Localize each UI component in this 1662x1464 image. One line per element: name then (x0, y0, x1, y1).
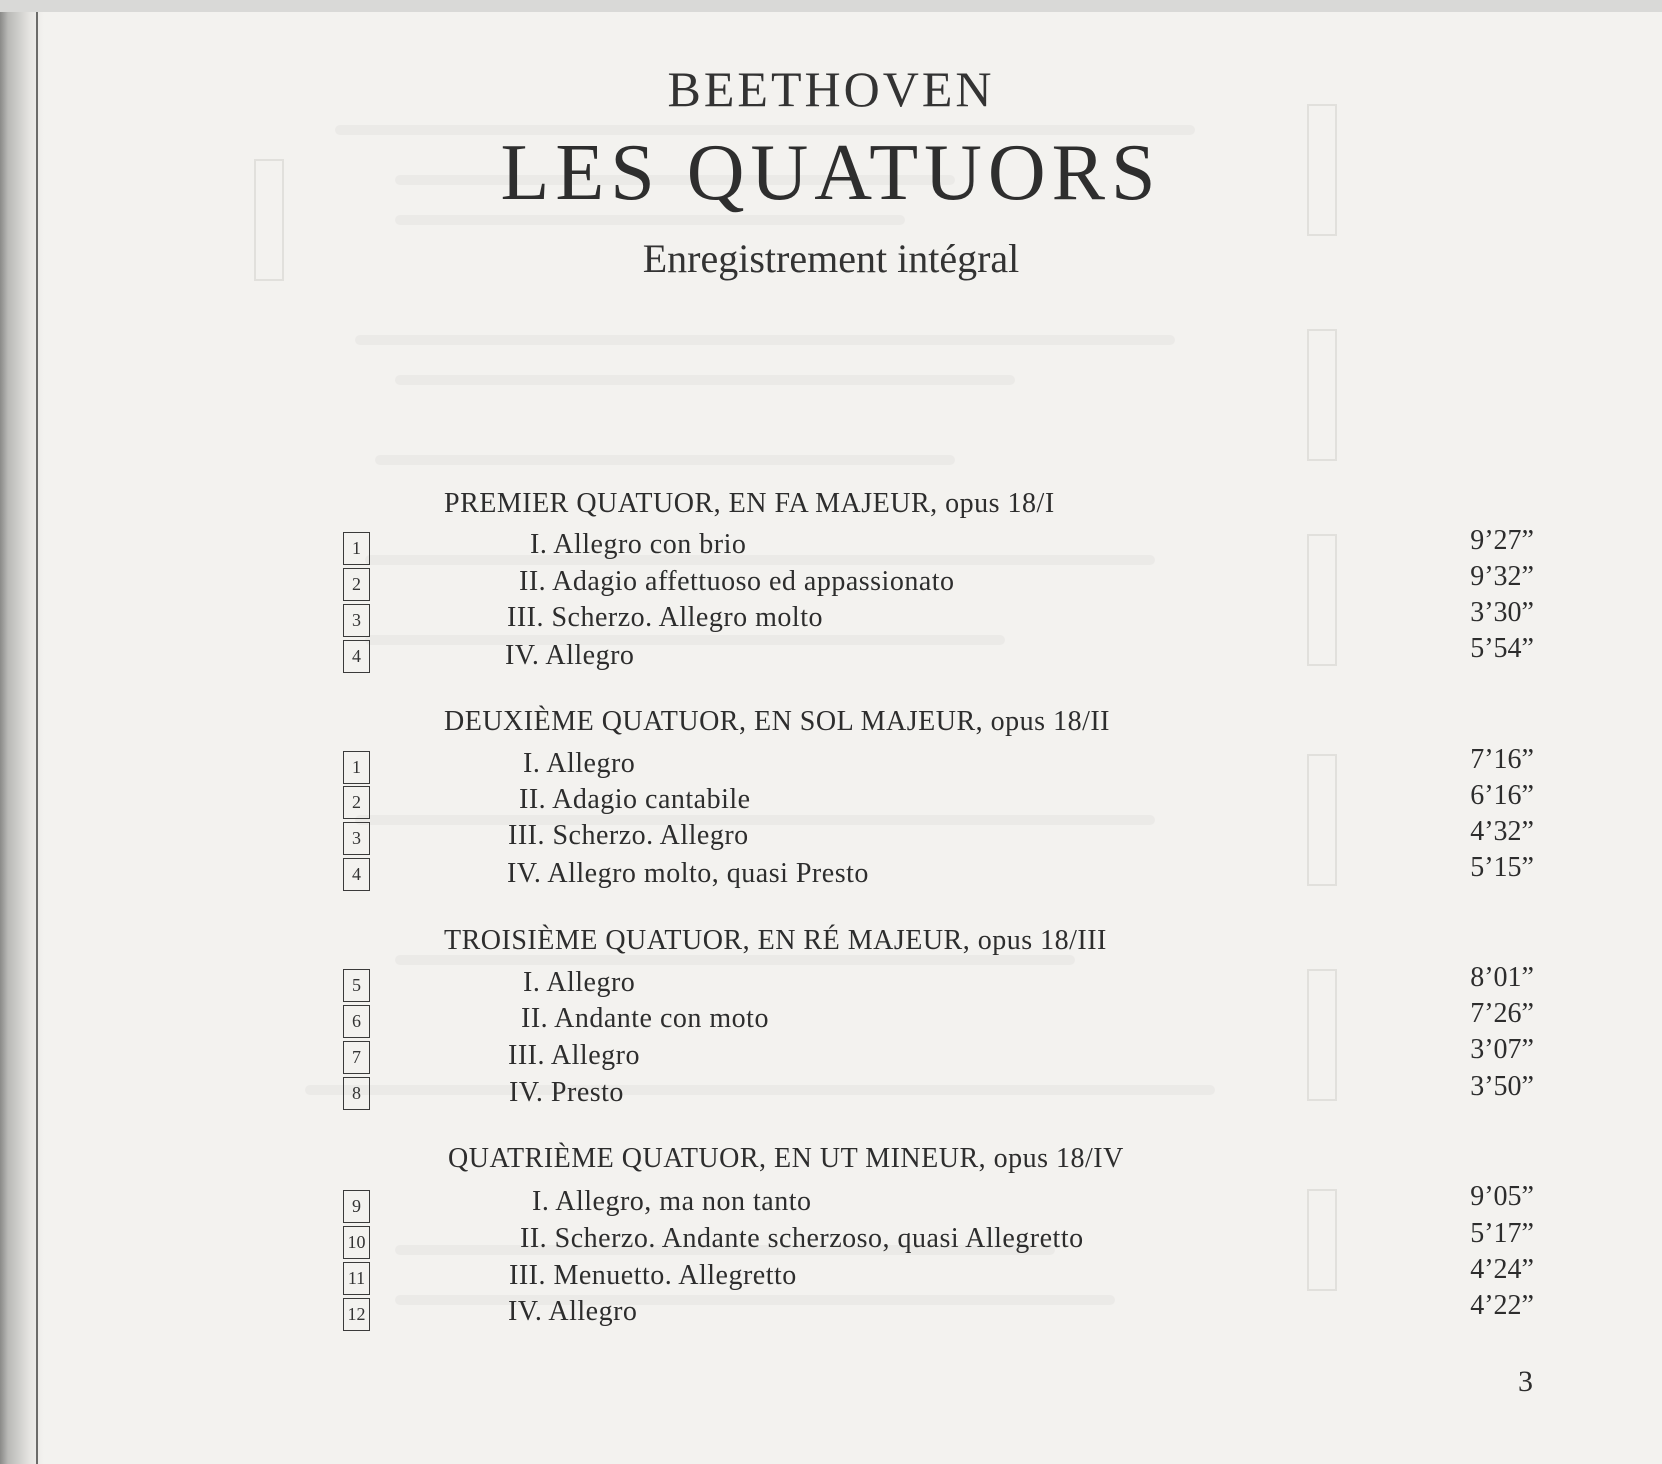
track-number-box: 4 (343, 640, 370, 673)
track-title: I. Allegro (523, 748, 636, 779)
track-title: I. Allegro con brio (530, 529, 747, 560)
track-title: IV. Allegro (508, 1296, 638, 1327)
track-number-box: 6 (343, 1005, 370, 1038)
quartet-3-title: TROISIÈME QUATUOR, EN RÉ MAJEUR, opus 18/III (444, 925, 1107, 956)
track-duration: 9’32” (1470, 561, 1534, 592)
composer-title: BEETHOVEN (667, 61, 995, 117)
track-number-box: 2 (343, 786, 370, 819)
track-number-box: 10 (343, 1226, 370, 1259)
track-duration: 5’54” (1470, 633, 1534, 664)
track-title: I. Allegro (523, 967, 636, 998)
track-title: II. Adagio affettuoso ed appassionato (519, 566, 955, 597)
track-duration: 4’22” (1470, 1290, 1534, 1321)
collection-subtitle: Enregistrement intégral (642, 236, 1020, 281)
track-title: IV. Presto (509, 1077, 624, 1108)
track-title: II. Scherzo. Andante scherzoso, quasi Allegretto (520, 1223, 1084, 1254)
track-number-box: 12 (343, 1298, 370, 1331)
track-duration: 9’05” (1470, 1181, 1534, 1212)
track-number-box: 11 (343, 1262, 370, 1295)
track-number-box: 1 (343, 532, 370, 565)
track-number-box: 3 (343, 822, 370, 855)
page-fold-line (36, 12, 38, 1464)
track-duration: 7’26” (1470, 998, 1534, 1029)
track-duration: 5’15” (1470, 852, 1534, 883)
track-title: II. Andante con moto (521, 1003, 769, 1034)
track-number-box: 9 (343, 1190, 370, 1223)
collection-title: LES QUATUORS (500, 129, 1162, 217)
quartet-4-title: QUATRIÈME QUATUOR, EN UT MINEUR, opus 18/IV (448, 1143, 1124, 1174)
track-title: III. Allegro (508, 1040, 640, 1071)
track-duration: 7’16” (1470, 744, 1534, 775)
track-title: III. Scherzo. Allegro molto (507, 602, 823, 633)
track-number-box: 3 (343, 604, 370, 637)
track-duration: 5’17” (1470, 1218, 1534, 1249)
track-title: IV. Allegro molto, quasi Presto (507, 858, 869, 889)
track-title: I. Allegro, ma non tanto (532, 1186, 812, 1217)
track-duration: 3’30” (1470, 597, 1534, 628)
track-number-box: 5 (343, 969, 370, 1002)
page-number: 3 (1518, 1365, 1533, 1398)
track-title: II. Adagio cantabile (519, 784, 751, 815)
track-duration: 6’16” (1470, 780, 1534, 811)
track-duration: 9’27” (1470, 525, 1534, 556)
quartet-1-title: PREMIER QUATUOR, EN FA MAJEUR, opus 18/I (444, 488, 1055, 519)
track-title: III. Menuetto. Allegretto (509, 1260, 797, 1291)
track-number-box: 7 (343, 1041, 370, 1074)
track-number-box: 4 (343, 858, 370, 891)
track-number-box: 2 (343, 568, 370, 601)
track-title: III. Scherzo. Allegro (508, 820, 749, 851)
quartet-2-title: DEUXIÈME QUATUOR, EN SOL MAJEUR, opus 18/II (444, 706, 1110, 737)
track-number-box: 8 (343, 1077, 370, 1110)
track-duration: 8’01” (1470, 962, 1534, 993)
track-duration: 4’32” (1470, 816, 1534, 847)
track-duration: 4’24” (1470, 1254, 1534, 1285)
track-title: IV. Allegro (505, 640, 635, 671)
track-duration: 3’50” (1470, 1071, 1534, 1102)
track-number-box: 1 (343, 751, 370, 784)
track-duration: 3’07” (1470, 1034, 1534, 1065)
